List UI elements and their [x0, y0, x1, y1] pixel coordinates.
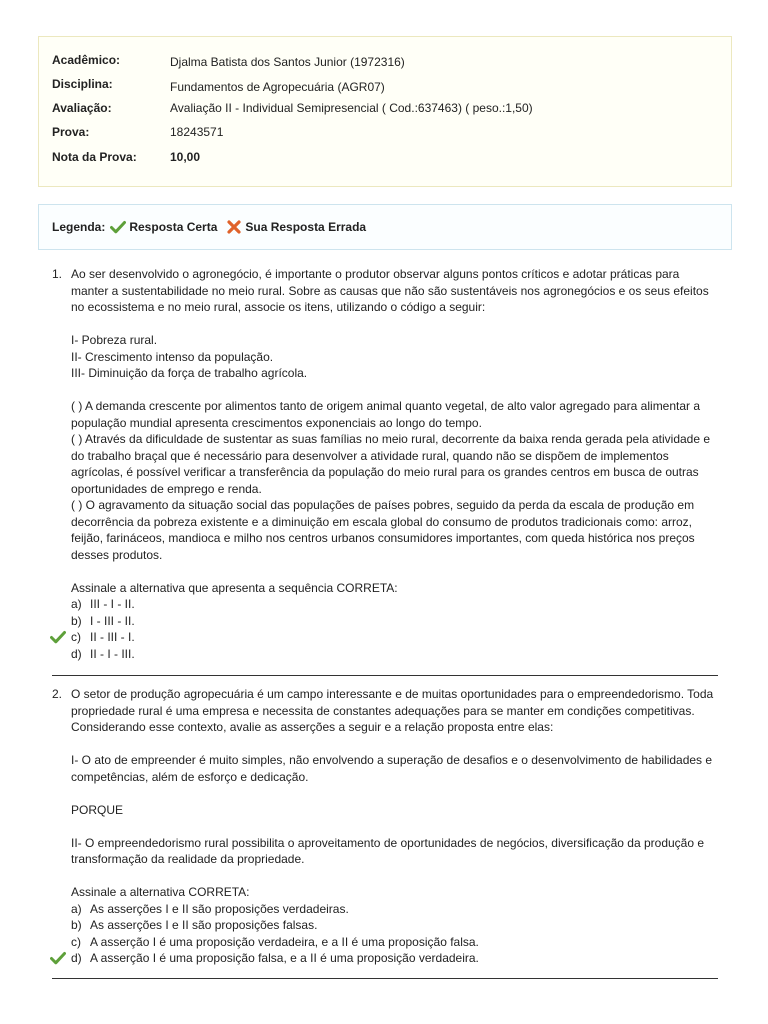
legend-correct-label: Resposta Certa — [129, 220, 218, 234]
info-label: Prova: — [52, 125, 90, 139]
association-line: ( ) O agravamento da situação social das populações de países pobres, seguido da perda da escala de produção em decorrência da pobreza existente e a diminuição em escala global do consumo de produtos tradicionais como: arroz, feijão, farináceos, mandioca e milho nos centros urbanos consumidores importantes, com queda histórica nos preços desses produtos. — [71, 498, 695, 562]
check-icon — [50, 951, 66, 965]
option-letter: c) — [71, 934, 81, 949]
exam-grade: 10,00 — [170, 150, 201, 164]
option-text: As asserções I e II são proposições verdadeiras. — [90, 901, 349, 916]
question-statement: O setor de produção agropecuária é um campo interessante e de muitas oportunidades para o empreendedorismo. Toda propriedade rural é uma empresa e necessita de constantes adequações para se manter em condições competitivas. Considerando esse contexto, avalie as asserções a seguir e a relação proposta entre elas: — [71, 687, 714, 734]
question-instruction: Assinale a alternativa CORRETA: — [71, 885, 250, 899]
answer-option[interactable] — [71, 901, 716, 918]
answer-option[interactable] — [71, 646, 716, 663]
question-divider — [52, 978, 718, 979]
option-letter: b) — [71, 918, 82, 932]
answer-option[interactable] — [71, 596, 716, 613]
option-letter: b) — [71, 613, 82, 628]
info-label: Nota da Prova: — [52, 150, 137, 164]
answer-option[interactable] — [71, 917, 716, 934]
info-label: Avaliação: — [52, 101, 112, 115]
question-instruction: Assinale a alternativa que apresenta a sequência CORRETA: — [71, 580, 398, 595]
answer-option-correct[interactable] — [71, 629, 716, 646]
question-divider — [52, 675, 718, 676]
assertion-line: I- O ato de empreender é muito simples, não envolvendo a superação de desafios e o desenvolvimento de habilidades e competências, além de esforço e dedicação. — [71, 753, 713, 784]
x-icon — [226, 220, 242, 234]
option-letter: a) — [71, 901, 82, 916]
answer-option[interactable] — [71, 934, 716, 951]
option-letter: d) — [71, 646, 82, 661]
assessment-name: Avaliação II - Individual Semipresencial ( Cod.:637463) ( peso.:1,50) — [170, 101, 533, 115]
item-line: II- Crescimento intenso da população. — [71, 349, 274, 364]
check-icon — [110, 220, 126, 234]
item-line: I- Pobreza rural. — [71, 333, 158, 347]
option-text: A asserção I é uma proposição verdadeira, e a II é uma proposição falsa. — [90, 934, 479, 949]
option-text: As asserções I e II são proposições falsas. — [90, 918, 318, 932]
legend — [52, 220, 366, 234]
question-body — [71, 266, 716, 662]
exam-info-box — [38, 36, 732, 187]
connector-line: PORQUE — [71, 802, 124, 817]
assertion-line: II- O empreendedorismo rural possibilita o aproveitamento de oportunidades de negócios, diversificação da produção e transformação da realidade da propriedade. — [71, 835, 705, 866]
question-number: 2. — [52, 687, 63, 701]
exam-id: 18243571 — [170, 125, 224, 139]
legend-label: Legenda: — [52, 220, 106, 234]
option-letter: a) — [71, 597, 82, 611]
answer-option-correct[interactable] — [71, 950, 716, 967]
check-icon — [50, 630, 66, 644]
option-letter: d) — [71, 951, 82, 965]
answer-option[interactable] — [71, 613, 716, 630]
question-body — [71, 686, 716, 967]
info-label: Acadêmico: — [52, 53, 121, 67]
association-line: ( ) A demanda crescente por alimentos tanto de origem animal quanto vegetal, de alto valor agregado para alimentar a população mundial apresenta crescimentos exponenciais ao longo do tempo. — [71, 399, 701, 430]
legend-wrong-label: Sua Resposta Errada — [245, 220, 367, 234]
option-letter: c) — [71, 630, 81, 644]
discipline-name: Fundamentos de Agropecuária (AGR07) — [170, 80, 385, 94]
option-text: II - I - III. — [90, 646, 135, 661]
option-text: III - I - II. — [90, 597, 135, 611]
association-line: ( ) Através da dificuldade de sustentar as suas famílias no meio rural, decorrente da baixa renda gerada pela atividade e do trabalho braçal que é necessário para desenvolver a atividade rural, quando não se dispõem de implementos agrícolas, é possível verificar a transferência da população do meio rural para os grandes centros em busca de outras oportunidades de emprego e renda. — [71, 432, 711, 496]
option-text: A asserção I é uma proposição falsa, e a II é uma proposição verdadeira. — [90, 951, 479, 965]
question-number: 1. — [52, 267, 63, 281]
info-label: Disciplina: — [52, 77, 113, 91]
option-text: II - III - I. — [90, 630, 135, 644]
item-line: III- Diminuição da força de trabalho agrícola. — [71, 366, 308, 380]
option-text: I - III - II. — [90, 613, 135, 628]
student-name: Djalma Batista dos Santos Junior (1972316) — [170, 55, 405, 69]
question-statement: Ao ser desenvolvido o agronegócio, é importante o produtor observar alguns pontos críticos e adotar práticas para manter a sustentabilidade no meio rural. Sobre as causas que não são sustentáveis nos agronegócios e os seus efeitos no ecossistema e no meio rural, associe os itens, utilizando o código a seguir: — [71, 267, 709, 314]
legend-box — [38, 204, 732, 250]
